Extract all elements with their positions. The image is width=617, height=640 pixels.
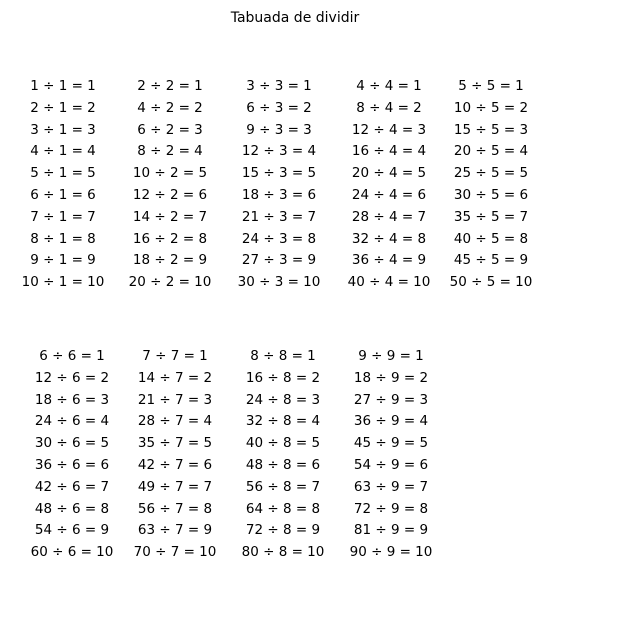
table-row: 9 ÷ 1 = 9: [30, 252, 96, 269]
table-row: 49 ÷ 7 = 7: [137, 478, 213, 495]
table-row: 60 ÷ 6 = 10: [30, 544, 114, 561]
table-row: 10 ÷ 5 = 2: [453, 99, 529, 116]
table-row: 24 ÷ 6 = 4: [34, 413, 110, 430]
table-row: 6 ÷ 2 = 3: [137, 121, 203, 138]
table-row: 8 ÷ 8 = 1: [250, 348, 316, 364]
table-row: 24 ÷ 8 = 3: [245, 391, 321, 408]
table-row: 54 ÷ 9 = 6: [353, 456, 429, 473]
table-row: 24 ÷ 4 = 6: [351, 186, 427, 203]
table-row: 21 ÷ 7 = 3: [137, 391, 213, 408]
table-row: 5 ÷ 1 = 5: [30, 165, 96, 182]
table-row: 12 ÷ 3 = 4: [241, 143, 317, 160]
table-row: 63 ÷ 7 = 9: [137, 522, 213, 539]
table-row: 36 ÷ 9 = 4: [353, 413, 429, 430]
table-row: 48 ÷ 6 = 8: [34, 500, 110, 517]
table-row: 42 ÷ 7 = 6: [137, 456, 213, 473]
table-row: 35 ÷ 5 = 7: [453, 208, 529, 225]
table-row: 72 ÷ 8 = 9: [245, 522, 321, 539]
table-row: 6 ÷ 3 = 2: [246, 99, 312, 116]
table-row: 12 ÷ 6 = 2: [34, 369, 110, 386]
page-title: Tabuada de dividir: [230, 10, 360, 26]
table-row: 9 ÷ 3 = 3: [246, 121, 312, 138]
division-table-8: [228, 346, 338, 564]
table-row: 2 ÷ 1 = 2: [30, 99, 96, 116]
table-row: 6 ÷ 6 = 1: [39, 348, 105, 364]
table-row: 32 ÷ 8 = 4: [245, 413, 321, 430]
table-row: 20 ÷ 2 = 10: [128, 274, 212, 291]
table-row: 20 ÷ 5 = 4: [453, 143, 529, 160]
table-row: 40 ÷ 5 = 8: [453, 230, 529, 247]
table-row: 70 ÷ 7 = 10: [133, 544, 217, 561]
table-row: 90 ÷ 9 = 10: [349, 544, 433, 561]
table-row: 63 ÷ 9 = 7: [353, 478, 429, 495]
table-row: 45 ÷ 5 = 9: [453, 252, 529, 269]
division-table-9: [336, 346, 446, 564]
table-row: 36 ÷ 6 = 6: [34, 456, 110, 473]
table-row: 81 ÷ 9 = 9: [353, 522, 429, 539]
table-row: 4 ÷ 1 = 4: [30, 143, 96, 160]
table-row: 50 ÷ 5 = 10: [449, 274, 533, 291]
table-row: 25 ÷ 5 = 5: [453, 165, 529, 182]
table-row: 3 ÷ 1 = 3: [30, 121, 96, 138]
table-row: 15 ÷ 5 = 3: [453, 121, 529, 138]
table-row: 8 ÷ 4 = 2: [356, 99, 422, 116]
table-row: 10 ÷ 2 = 5: [132, 165, 208, 182]
table-row: 27 ÷ 3 = 9: [241, 252, 317, 269]
table-row: 27 ÷ 9 = 3: [353, 391, 429, 408]
table-row: 30 ÷ 3 = 10: [237, 274, 321, 291]
division-table-2: [115, 76, 225, 294]
table-row: 15 ÷ 3 = 5: [241, 165, 317, 182]
table-row: 1 ÷ 1 = 1: [30, 78, 96, 94]
table-row: 36 ÷ 4 = 9: [351, 252, 427, 269]
table-row: 7 ÷ 1 = 7: [30, 208, 96, 225]
table-row: 18 ÷ 6 = 3: [34, 391, 110, 408]
table-row: 42 ÷ 6 = 7: [34, 478, 110, 495]
table-row: 4 ÷ 2 = 2: [137, 99, 203, 116]
table-row: 64 ÷ 8 = 8: [245, 500, 321, 517]
table-row: 80 ÷ 8 = 10: [241, 544, 325, 561]
table-row: 30 ÷ 6 = 5: [34, 435, 110, 452]
division-table-3: [224, 76, 334, 294]
table-row: 6 ÷ 1 = 6: [30, 186, 96, 203]
table-row: 35 ÷ 7 = 5: [137, 435, 213, 452]
division-table-7: [120, 346, 230, 564]
table-row: 40 ÷ 4 = 10: [347, 274, 431, 291]
table-row: 8 ÷ 2 = 4: [137, 143, 203, 160]
table-row: 4 ÷ 4 = 1: [356, 78, 422, 94]
table-row: 2 ÷ 2 = 1: [137, 78, 203, 94]
table-row: 16 ÷ 2 = 8: [132, 230, 208, 247]
table-row: 18 ÷ 3 = 6: [241, 186, 317, 203]
table-row: 28 ÷ 4 = 7: [351, 208, 427, 225]
table-row: 30 ÷ 5 = 6: [453, 186, 529, 203]
table-row: 56 ÷ 7 = 8: [137, 500, 213, 517]
table-row: 56 ÷ 8 = 7: [245, 478, 321, 495]
table-row: 8 ÷ 1 = 8: [30, 230, 96, 247]
table-row: 72 ÷ 9 = 8: [353, 500, 429, 517]
table-row: 5 ÷ 5 = 1: [458, 78, 524, 94]
table-row: 3 ÷ 3 = 1: [246, 78, 312, 94]
division-table-1: [8, 76, 118, 294]
table-row: 40 ÷ 8 = 5: [245, 435, 321, 452]
table-row: 18 ÷ 9 = 2: [353, 369, 429, 386]
table-row: 21 ÷ 3 = 7: [241, 208, 317, 225]
table-row: 48 ÷ 8 = 6: [245, 456, 321, 473]
table-row: 28 ÷ 7 = 4: [137, 413, 213, 430]
table-row: 9 ÷ 9 = 1: [358, 348, 424, 364]
table-row: 12 ÷ 4 = 3: [351, 121, 427, 138]
table-row: 12 ÷ 2 = 6: [132, 186, 208, 203]
table-row: 18 ÷ 2 = 9: [132, 252, 208, 269]
table-row: 10 ÷ 1 = 10: [21, 274, 105, 291]
division-table-5: [436, 76, 546, 294]
division-table-4: [334, 76, 444, 294]
table-row: 14 ÷ 2 = 7: [132, 208, 208, 225]
table-row: 32 ÷ 4 = 8: [351, 230, 427, 247]
table-row: 7 ÷ 7 = 1: [142, 348, 208, 364]
table-row: 24 ÷ 3 = 8: [241, 230, 317, 247]
table-row: 16 ÷ 8 = 2: [245, 369, 321, 386]
division-table-6: [17, 346, 127, 564]
table-row: 16 ÷ 4 = 4: [351, 143, 427, 160]
table-row: 20 ÷ 4 = 5: [351, 165, 427, 182]
table-row: 14 ÷ 7 = 2: [137, 369, 213, 386]
table-row: 45 ÷ 9 = 5: [353, 435, 429, 452]
table-row: 54 ÷ 6 = 9: [34, 522, 110, 539]
